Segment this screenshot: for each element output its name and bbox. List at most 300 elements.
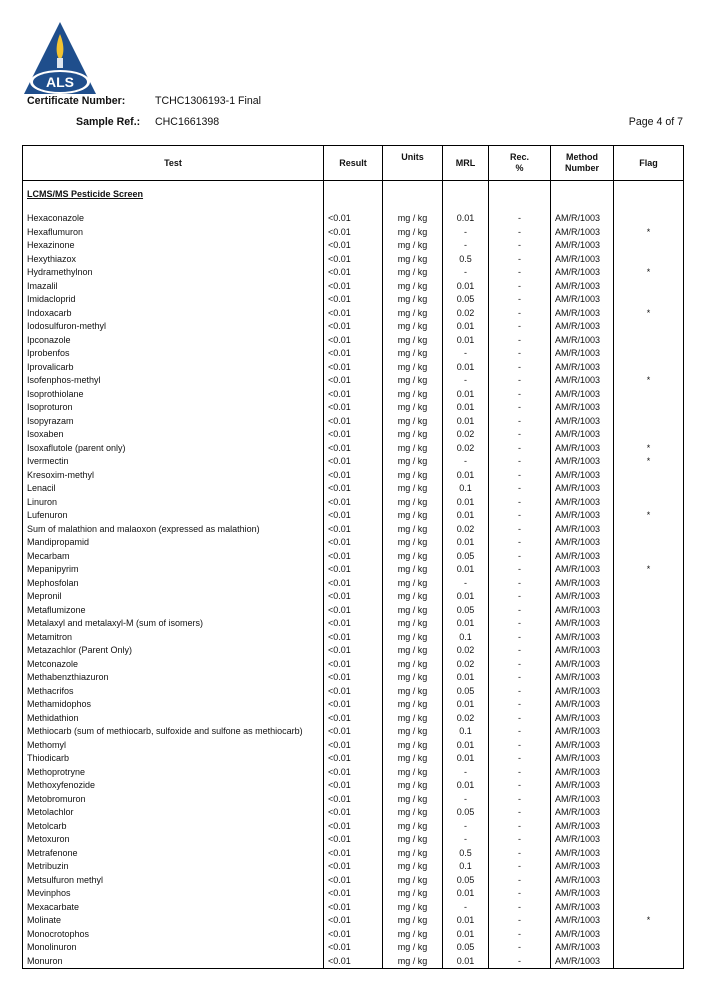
rec-value: - (489, 887, 551, 901)
rec-value: - (489, 415, 551, 429)
flag-value (614, 631, 684, 645)
method-number: AM/R/1003 (551, 482, 614, 496)
flag-value (614, 536, 684, 550)
method-number: AM/R/1003 (551, 955, 614, 969)
certificate-number-value: TCHC1306193-1 Final (155, 95, 261, 107)
table-row (23, 415, 684, 429)
col-header-rec: Rec. % (489, 146, 551, 181)
units-value: mg / kg (383, 361, 443, 375)
mrl-value: 0.01 (443, 280, 489, 294)
units-value: mg / kg (383, 509, 443, 523)
method-number: AM/R/1003 (551, 874, 614, 888)
rec-value: - (489, 847, 551, 861)
units-value: mg / kg (383, 388, 443, 402)
table-row (23, 617, 684, 631)
rec-value: - (489, 374, 551, 388)
method-number: AM/R/1003 (551, 833, 614, 847)
table-row (23, 847, 684, 861)
units-value: mg / kg (383, 941, 443, 955)
mrl-value: 0.02 (443, 658, 489, 672)
rec-value: - (489, 428, 551, 442)
result-value: <0.01 (324, 928, 383, 942)
method-number: AM/R/1003 (551, 455, 614, 469)
result-value: <0.01 (324, 901, 383, 915)
test-name: Mexacarbate (23, 901, 324, 915)
table-row (23, 482, 684, 496)
method-number: AM/R/1003 (551, 604, 614, 618)
rec-value: - (489, 739, 551, 753)
rec-value: - (489, 320, 551, 334)
method-number: AM/R/1003 (551, 307, 614, 321)
method-number: AM/R/1003 (551, 280, 614, 294)
method-number: AM/R/1003 (551, 550, 614, 564)
flag-value (614, 901, 684, 915)
flag-value (614, 955, 684, 969)
mrl-value: - (443, 226, 489, 240)
col-header-units: Units (383, 146, 443, 181)
result-value: <0.01 (324, 914, 383, 928)
table-row (23, 928, 684, 942)
units-value: mg / kg (383, 226, 443, 240)
col-header-flag: Flag (614, 146, 684, 181)
units-value: mg / kg (383, 860, 443, 874)
rec-value: - (489, 901, 551, 915)
units-value: mg / kg (383, 347, 443, 361)
result-value: <0.01 (324, 577, 383, 591)
rec-value: - (489, 860, 551, 874)
result-value: <0.01 (324, 293, 383, 307)
flag-value: * (614, 374, 684, 388)
units-value: mg / kg (383, 266, 443, 280)
table-row (23, 658, 684, 672)
result-value: <0.01 (324, 833, 383, 847)
rec-value: - (489, 955, 551, 969)
result-value: <0.01 (324, 482, 383, 496)
flag-value (614, 644, 684, 658)
result-value: <0.01 (324, 725, 383, 739)
test-name: Isoxaben (23, 428, 324, 442)
mrl-value: - (443, 577, 489, 591)
method-number: AM/R/1003 (551, 887, 614, 901)
method-number: AM/R/1003 (551, 401, 614, 415)
flag-value (614, 941, 684, 955)
units-value: mg / kg (383, 698, 443, 712)
test-name: Iprobenfos (23, 347, 324, 361)
method-number: AM/R/1003 (551, 806, 614, 820)
mrl-value: 0.01 (443, 671, 489, 685)
rec-value: - (489, 536, 551, 550)
rec-value: - (489, 253, 551, 267)
units-value: mg / kg (383, 685, 443, 699)
rec-value: - (489, 914, 551, 928)
mrl-value: 0.01 (443, 590, 489, 604)
mrl-value: 0.01 (443, 536, 489, 550)
method-number: AM/R/1003 (551, 671, 614, 685)
test-name: Metobromuron (23, 793, 324, 807)
method-number: AM/R/1003 (551, 631, 614, 645)
mrl-value: 0.01 (443, 955, 489, 969)
table-row (23, 631, 684, 645)
flag-value (614, 253, 684, 267)
method-number: AM/R/1003 (551, 577, 614, 591)
rec-value: - (489, 820, 551, 834)
table-row (23, 496, 684, 510)
result-value: <0.01 (324, 239, 383, 253)
test-name: Lufenuron (23, 509, 324, 523)
table-row (23, 523, 684, 537)
test-name: Metoxuron (23, 833, 324, 847)
mrl-value: 0.01 (443, 469, 489, 483)
units-value: mg / kg (383, 820, 443, 834)
result-value: <0.01 (324, 563, 383, 577)
units-value: mg / kg (383, 739, 443, 753)
method-number: AM/R/1003 (551, 928, 614, 942)
table-row (23, 914, 684, 928)
table-row (23, 509, 684, 523)
rec-value: - (489, 779, 551, 793)
section-title: LCMS/MS Pesticide Screen (23, 181, 324, 207)
mrl-value: 0.1 (443, 860, 489, 874)
result-value: <0.01 (324, 631, 383, 645)
method-number: AM/R/1003 (551, 239, 614, 253)
mrl-value: 0.01 (443, 320, 489, 334)
test-name: Methoprotryne (23, 766, 324, 780)
sample-ref-value: CHC1661398 (155, 116, 220, 128)
results-table (22, 145, 684, 969)
result-value: <0.01 (324, 766, 383, 780)
rec-value: - (489, 307, 551, 321)
table-row (23, 239, 684, 253)
rec-value: - (489, 604, 551, 618)
mrl-value: 0.02 (443, 644, 489, 658)
flag-value: * (614, 563, 684, 577)
rec-value: - (489, 644, 551, 658)
rec-value: - (489, 725, 551, 739)
flag-value (614, 874, 684, 888)
units-value: mg / kg (383, 725, 443, 739)
rec-value: - (489, 631, 551, 645)
result-value: <0.01 (324, 820, 383, 834)
result-value: <0.01 (324, 401, 383, 415)
page-number: Page 4 of 7 (628, 116, 683, 128)
method-number: AM/R/1003 (551, 617, 614, 631)
table-row (23, 644, 684, 658)
method-number: AM/R/1003 (551, 509, 614, 523)
table-row (23, 590, 684, 604)
units-value: mg / kg (383, 212, 443, 226)
flag-value (614, 833, 684, 847)
result-value: <0.01 (324, 523, 383, 537)
table-row (23, 361, 684, 375)
table-row (23, 280, 684, 294)
test-name: Thiodicarb (23, 752, 324, 766)
table-row (23, 860, 684, 874)
test-name: Monolinuron (23, 941, 324, 955)
table-row (23, 253, 684, 267)
units-value: mg / kg (383, 604, 443, 618)
mrl-value: 0.01 (443, 617, 489, 631)
method-number: AM/R/1003 (551, 725, 614, 739)
test-name: Linuron (23, 496, 324, 510)
result-value: <0.01 (324, 469, 383, 483)
flag-value (614, 820, 684, 834)
rec-value: - (489, 752, 551, 766)
method-number: AM/R/1003 (551, 212, 614, 226)
units-value: mg / kg (383, 658, 443, 672)
method-number: AM/R/1003 (551, 685, 614, 699)
test-name: Iodosulfuron-methyl (23, 320, 324, 334)
rec-value: - (489, 941, 551, 955)
table-row (23, 293, 684, 307)
units-value: mg / kg (383, 482, 443, 496)
method-number: AM/R/1003 (551, 752, 614, 766)
units-value: mg / kg (383, 239, 443, 253)
als-logo (22, 20, 98, 96)
mrl-value: 0.01 (443, 388, 489, 402)
test-name: Kresoxim-methyl (23, 469, 324, 483)
test-name: Ipconazole (23, 334, 324, 348)
rec-value: - (489, 590, 551, 604)
units-value: mg / kg (383, 914, 443, 928)
result-value: <0.01 (324, 455, 383, 469)
flag-value (614, 712, 684, 726)
test-name: Sum of malathion and malaoxon (expressed as malathion) (23, 523, 324, 537)
method-number: AM/R/1003 (551, 442, 614, 456)
mrl-value: 0.01 (443, 496, 489, 510)
rec-value: - (489, 388, 551, 402)
rec-value: - (489, 698, 551, 712)
result-value: <0.01 (324, 347, 383, 361)
units-value: mg / kg (383, 847, 443, 861)
units-value: mg / kg (383, 415, 443, 429)
col-header-result: Result (324, 146, 383, 181)
rec-value: - (489, 455, 551, 469)
table-row (23, 833, 684, 847)
flag-value (614, 415, 684, 429)
mrl-value: - (443, 820, 489, 834)
units-value: mg / kg (383, 833, 443, 847)
units-value: mg / kg (383, 644, 443, 658)
method-number: AM/R/1003 (551, 536, 614, 550)
result-value: <0.01 (324, 442, 383, 456)
mrl-value: - (443, 347, 489, 361)
result-value: <0.01 (324, 752, 383, 766)
result-value: <0.01 (324, 590, 383, 604)
test-name: Metaflumizone (23, 604, 324, 618)
result-value: <0.01 (324, 226, 383, 240)
table-row (23, 401, 684, 415)
table-row (23, 428, 684, 442)
rec-value: - (489, 401, 551, 415)
table-row (23, 388, 684, 402)
test-name: Methabenzthiazuron (23, 671, 324, 685)
rec-value: - (489, 361, 551, 375)
mrl-value: 0.01 (443, 401, 489, 415)
rec-value: - (489, 347, 551, 361)
table-row (23, 806, 684, 820)
flag-value (614, 388, 684, 402)
table-row (23, 374, 684, 388)
mrl-value: - (443, 793, 489, 807)
units-value: mg / kg (383, 523, 443, 537)
table-row (23, 820, 684, 834)
test-name: Monocrotophos (23, 928, 324, 942)
mrl-value: 0.05 (443, 293, 489, 307)
result-value: <0.01 (324, 617, 383, 631)
units-value: mg / kg (383, 496, 443, 510)
rec-value: - (489, 563, 551, 577)
col-header-method: Method Number (551, 146, 614, 181)
method-number: AM/R/1003 (551, 320, 614, 334)
result-value: <0.01 (324, 793, 383, 807)
rec-value: - (489, 482, 551, 496)
result-value: <0.01 (324, 955, 383, 969)
mrl-value: 0.02 (443, 523, 489, 537)
mrl-value: - (443, 239, 489, 253)
test-name: Metolachlor (23, 806, 324, 820)
units-value: mg / kg (383, 887, 443, 901)
rec-value: - (489, 685, 551, 699)
table-row (23, 347, 684, 361)
rec-value: - (489, 550, 551, 564)
units-value: mg / kg (383, 334, 443, 348)
units-value: mg / kg (383, 307, 443, 321)
result-value: <0.01 (324, 860, 383, 874)
rec-value: - (489, 793, 551, 807)
flag-value (614, 928, 684, 942)
result-value: <0.01 (324, 374, 383, 388)
mrl-value: 0.5 (443, 847, 489, 861)
mrl-value: 0.05 (443, 604, 489, 618)
test-name: Metazachlor (Parent Only) (23, 644, 324, 658)
mrl-value: 0.01 (443, 914, 489, 928)
units-value: mg / kg (383, 806, 443, 820)
test-name: Mecarbam (23, 550, 324, 564)
mrl-value: 0.01 (443, 739, 489, 753)
flag-value (614, 793, 684, 807)
mrl-value: 0.02 (443, 307, 489, 321)
mrl-value: - (443, 833, 489, 847)
result-value: <0.01 (324, 847, 383, 861)
result-value: <0.01 (324, 685, 383, 699)
result-value: <0.01 (324, 887, 383, 901)
mrl-value: 0.01 (443, 212, 489, 226)
rec-value: - (489, 212, 551, 226)
units-value: mg / kg (383, 874, 443, 888)
mrl-value: 0.01 (443, 928, 489, 942)
mrl-value: 0.01 (443, 361, 489, 375)
col-header-test: Test (23, 146, 324, 181)
flag-value (614, 725, 684, 739)
test-name: Metamitron (23, 631, 324, 645)
mrl-value: 0.05 (443, 806, 489, 820)
test-name: Metalaxyl and metalaxyl-M (sum of isomers) (23, 617, 324, 631)
test-name: Metolcarb (23, 820, 324, 834)
rec-value: - (489, 806, 551, 820)
test-name: Ivermectin (23, 455, 324, 469)
flag-value (614, 347, 684, 361)
units-value: mg / kg (383, 401, 443, 415)
table-row (23, 725, 684, 739)
mrl-value: 0.05 (443, 685, 489, 699)
col-header-mrl: MRL (443, 146, 489, 181)
units-value: mg / kg (383, 766, 443, 780)
table-row (23, 739, 684, 753)
method-number: AM/R/1003 (551, 658, 614, 672)
method-number: AM/R/1003 (551, 941, 614, 955)
mrl-value: 0.02 (443, 442, 489, 456)
test-name: Isoproturon (23, 401, 324, 415)
test-name: Hexaflumuron (23, 226, 324, 240)
table-row (23, 874, 684, 888)
mrl-value: 0.5 (443, 253, 489, 267)
flag-value (614, 739, 684, 753)
test-name: Mepanipyrim (23, 563, 324, 577)
flag-value: * (614, 455, 684, 469)
test-name: Monuron (23, 955, 324, 969)
method-number: AM/R/1003 (551, 914, 614, 928)
result-value: <0.01 (324, 266, 383, 280)
test-name: Metrafenone (23, 847, 324, 861)
result-value: <0.01 (324, 496, 383, 510)
test-name: Lenacil (23, 482, 324, 496)
test-name: Isopyrazam (23, 415, 324, 429)
result-value: <0.01 (324, 712, 383, 726)
result-value: <0.01 (324, 698, 383, 712)
rec-value: - (489, 671, 551, 685)
test-name: Metribuzin (23, 860, 324, 874)
test-name: Metconazole (23, 658, 324, 672)
rec-value: - (489, 928, 551, 942)
units-value: mg / kg (383, 590, 443, 604)
table-row (23, 226, 684, 240)
mrl-value: - (443, 901, 489, 915)
flag-value (614, 293, 684, 307)
method-number: AM/R/1003 (551, 739, 614, 753)
mrl-value: - (443, 455, 489, 469)
rec-value: - (489, 280, 551, 294)
result-value: <0.01 (324, 536, 383, 550)
rec-value: - (489, 712, 551, 726)
units-value: mg / kg (383, 253, 443, 267)
method-number: AM/R/1003 (551, 820, 614, 834)
test-name: Mandipropamid (23, 536, 324, 550)
units-value: mg / kg (383, 428, 443, 442)
table-row (23, 901, 684, 915)
test-name: Imazalil (23, 280, 324, 294)
mrl-value: 0.01 (443, 563, 489, 577)
certificate-number-label: Certificate Number: (27, 95, 126, 107)
test-name: Molinate (23, 914, 324, 928)
section-row (23, 181, 684, 207)
table-row (23, 793, 684, 807)
mrl-value: - (443, 266, 489, 280)
table-row (23, 563, 684, 577)
flag-value (614, 212, 684, 226)
mrl-value: 0.01 (443, 698, 489, 712)
result-value: <0.01 (324, 874, 383, 888)
test-name: Indoxacarb (23, 307, 324, 321)
rec-value: - (489, 496, 551, 510)
table-row (23, 320, 684, 334)
method-number: AM/R/1003 (551, 469, 614, 483)
rec-value: - (489, 833, 551, 847)
rec-value: - (489, 509, 551, 523)
result-value: <0.01 (324, 671, 383, 685)
rec-value: - (489, 766, 551, 780)
result-value: <0.01 (324, 604, 383, 618)
rec-value: - (489, 334, 551, 348)
